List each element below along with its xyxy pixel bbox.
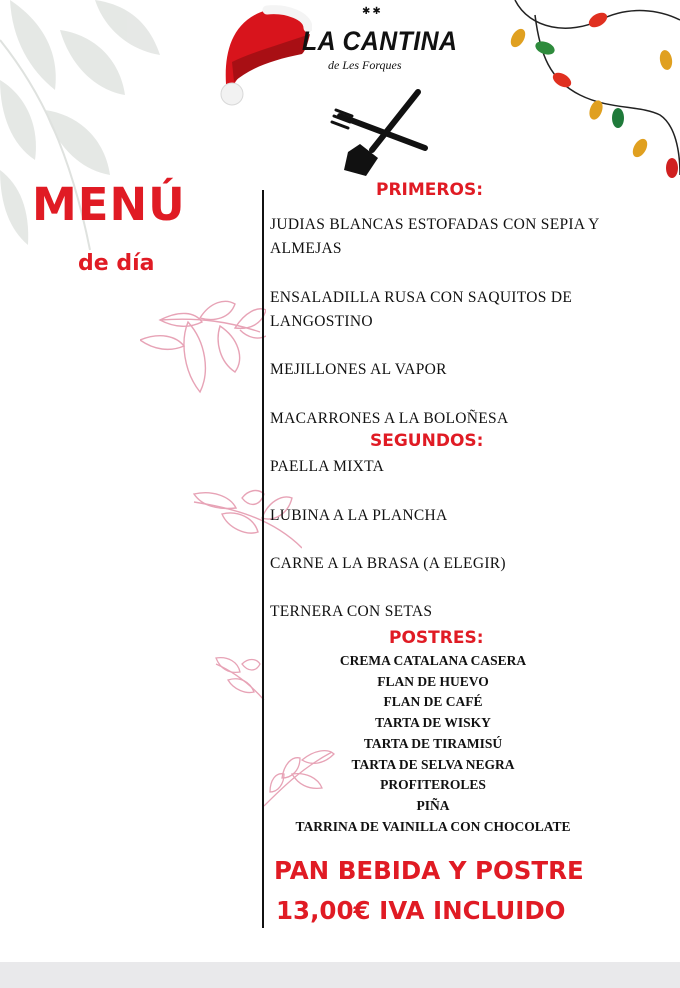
postre-item: TARTA DE WISKY <box>375 715 491 731</box>
fork-spatula-icon <box>330 86 438 178</box>
menu-title: MENÚ <box>32 178 186 231</box>
postre-item: CREMA CATALANA CASERA <box>339 653 527 668</box>
leaf-sprig-icon <box>140 292 266 410</box>
postre-item: FLAN DE HUEVO <box>377 673 489 689</box>
dish-item: ENSALADILLA RUSA CON SAQUITOS DE LANGOSTINO <box>270 289 573 330</box>
dish-item: MACARRONES A LA BOLOÑESA <box>270 410 509 427</box>
menu-subtitle: de día <box>78 251 155 276</box>
dish-item: CARNE A LA BRASA (A ELEGIR) <box>270 555 506 572</box>
postre-item: PIÑA <box>416 797 450 813</box>
vertical-divider <box>262 190 264 928</box>
dish-item: TERNERA CON SETAS <box>270 603 433 620</box>
heading-primeros: PRIMEROS: <box>376 180 483 200</box>
dish-item: JUDIAS BLANCAS ESTOFADAS CON SEPIA Y ALMEJAS <box>270 216 600 257</box>
dish-item: PAELLA MIXTA <box>270 458 385 475</box>
santa-hat-icon <box>212 2 312 110</box>
postre-item: TARTA DE SELVA NEGRA <box>351 756 515 772</box>
logo-title: LA CANTINA <box>302 26 458 56</box>
heading-postres: POSTRES: <box>389 628 484 648</box>
postre-item: PROFITEROLES <box>380 777 486 793</box>
postres-list <box>268 651 598 837</box>
heading-segundos: SEGUNDOS: <box>370 431 484 451</box>
logo-stars: ✱✱ <box>362 6 383 17</box>
footer-includes: PAN BEBIDA Y POSTRE <box>274 856 584 885</box>
leaf-sprig-icon <box>214 656 266 704</box>
logo-subtitle: de Les Forques <box>328 58 402 72</box>
christmas-lights-icon <box>490 0 680 190</box>
postre-item: FLAN DE CAFÉ <box>383 694 483 710</box>
dish-item: LUBINA A LA PLANCHA <box>270 507 448 524</box>
postre-item: TARTA DE TIRAMISÚ <box>363 735 503 751</box>
bottom-strip <box>0 962 680 988</box>
footer-price: 13,00€ IVA INCLUIDO <box>276 896 566 925</box>
dish-item: MEJILLONES AL VAPOR <box>270 361 447 378</box>
postre-item: TARRINA DE VAINILLA CON CHOCOLATE <box>295 818 571 834</box>
logo <box>302 6 472 76</box>
